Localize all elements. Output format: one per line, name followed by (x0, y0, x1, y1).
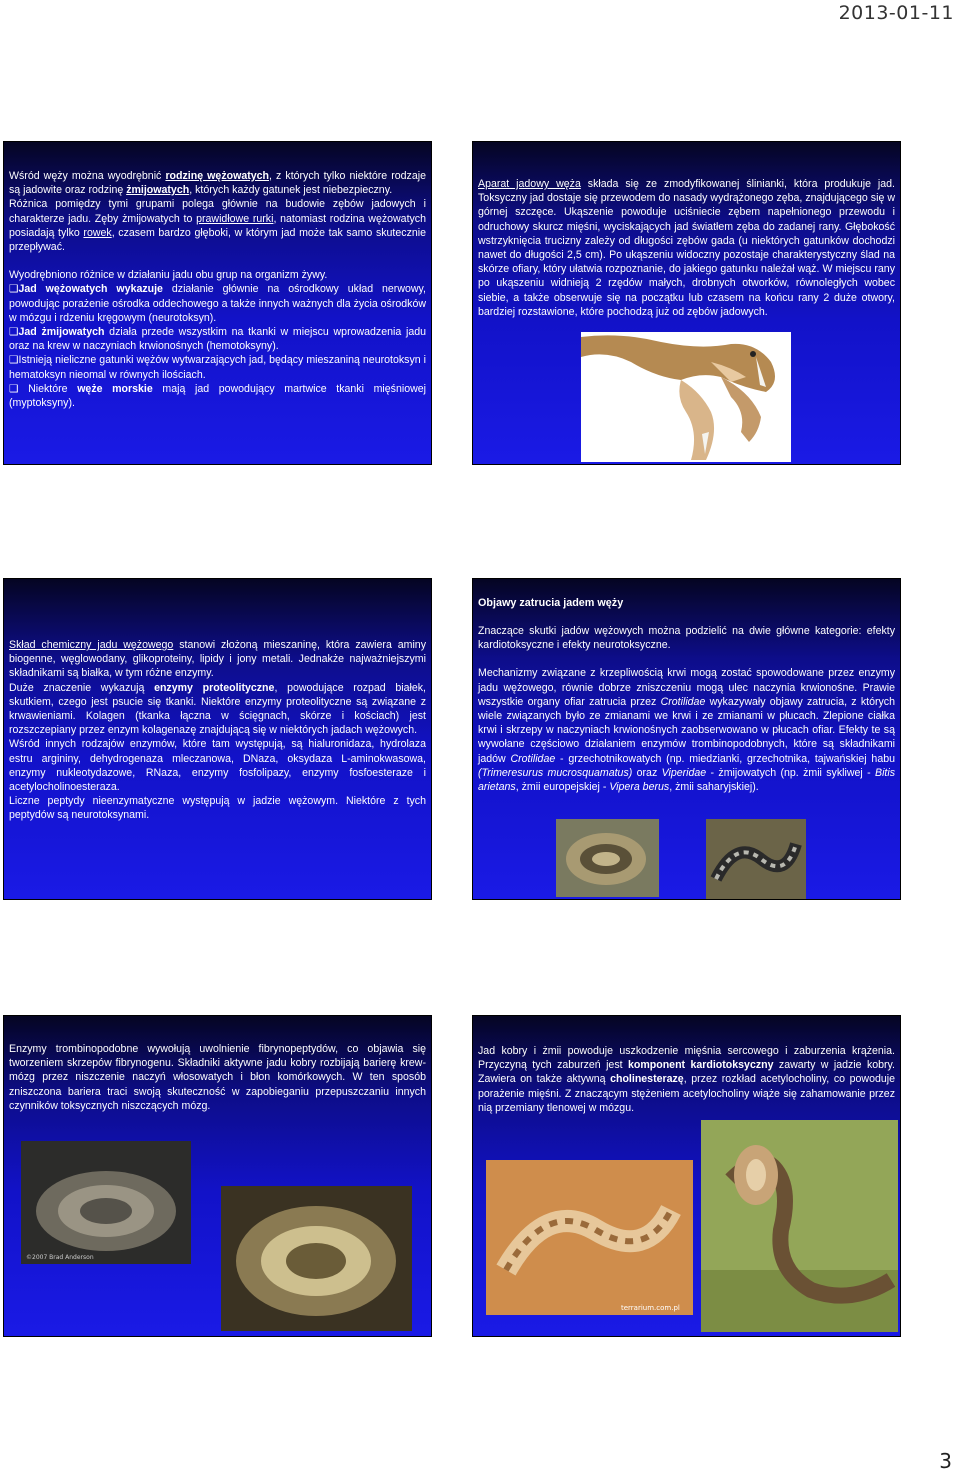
photo-watermark: terrarium.com.pl (621, 1304, 680, 1312)
text-run: Jad wężowatych wykazuje (18, 283, 163, 296)
rattlesnake-photo (556, 819, 659, 897)
text-run: , z których tylko niektóre rodzaje są jadowite oraz rodzinę (9, 170, 426, 197)
text-run: Istnieją nieliczne gatunki wężów wytwarzających jad, będący mieszaniną neurotoksyn i hematoksyn nieomal w równych ilościach. (9, 354, 426, 381)
text-run: - grzechotnikowatych (np. miedzianki, grzechotnika, tajwańskiej habu (555, 752, 895, 765)
slide-thrombin-enzymes (3, 1015, 432, 1337)
text-run: Crotilidae (660, 695, 706, 708)
snake-photo-drawing (706, 819, 806, 899)
photo-watermark: ©2007 Brad Anderson (26, 1254, 94, 1261)
snake-photo-drawing (486, 1160, 693, 1315)
text-run: rodzinę wężowatych (165, 170, 269, 182)
slide-text (9, 638, 426, 823)
snake-photo-drawing (556, 819, 659, 897)
text-run: , żmii saharyjskiej). (669, 781, 759, 794)
text-run: żmijowatych (126, 184, 190, 197)
snake-head-fangs-image (581, 332, 791, 462)
snake-photo-drawing (21, 1141, 191, 1264)
text-paragraph: Wśród innych rodzajów enzymów, które tam występują, są hialuronidaza, hydrolaza estru argininy, dehydrogenaza mleczanowa, DNaza, oksydaza L-aminokwasowa, enzymy nukleotydazowe, RNaza, enzymy fosfolipazy, enzymy fosfoesteraze i acetylocholinoesteraza. (9, 738, 426, 794)
text-run: mają jad powodujący martwice tkanki mięśniowej (myptoksyny). (9, 382, 426, 410)
slide-title: Objawy zatrucia jadem węży (478, 597, 624, 609)
slide-text (478, 624, 895, 794)
checkbox-bullet-icon: ❑ (9, 283, 19, 296)
text-run: Jad kobry i żmii powoduje uszkodzenie mięśnia sercowego i zaburzenia krążenia. Przyczyną tych zaburzeń jest (478, 1045, 895, 1072)
snake-photo-drawing (701, 1120, 898, 1332)
text-run: stanowi złożoną mieszaninę, która zawiera aminy biogenne, węglowodany, glikoproteiny, lipidy i jony metali. Jednakże najważniejszymi składnikami są białka, w tym różne enzymy. (9, 639, 426, 680)
slide-venomous-groups (3, 141, 432, 465)
text-run: Duże znaczenie wykazują (9, 681, 155, 694)
text-run: komponent kardiotoksyczny (627, 1059, 774, 1072)
text-run: , przez rozkład acetylocholiny, co powoduje porażenie mięśni. Z znaczącym stężeniem acetylocholiny wiąże się zahamowanie przez nią przemiany tlenowej w mózgu. (478, 1073, 895, 1114)
text-run: węże morskie (77, 382, 153, 395)
checkbox-bullet-icon: ❑ (9, 326, 19, 339)
text-run: Skład chemiczny jadu wężowego (9, 639, 174, 651)
cobra-photo (701, 1120, 898, 1332)
text-run: Aparat jadowy węża (478, 178, 581, 190)
slide-poisoning-symptoms (472, 578, 901, 900)
text-run: składa się ze zmodyfikowanej ślinianki, która produkuje jad. Toksyczny jad dostaje się przewodem do nasady wydrążonego zęba, znajdującego się w górnej szczęce. Ukąszenie powoduje uciśniecie zębem napełnionego przewodu i odruchowy skurcz mięśni, wyciskających jad światłem zęba do zadanej rany. Głębokość wstrzyknięcia trucizny zależy od długości zębów gada (u niektórych gatunków dochodzi nawet do długości 2,5 cm). Po ukąszeniu widoczny pozostaje charakterystyczny ślad na skórze ofiary, który ułatwia rozpoznanie, do jakiego gatunku należał wąż. W miejscu rany po ukąszeniu widnieją 2 rzędów małych, drobnych otworków, równoległych wobec siebie, a także obserwuje się na początku lub czasem na końcu rany 2 duże otwory, bardziej rozstawione, które pochodzą już od zębów jadowych. (478, 178, 895, 318)
text-run: , których każdy gatunek jest niebezpieczny. (189, 184, 393, 197)
slide-venom-composition (3, 578, 432, 900)
text-paragraph: Enzymy trombinopodobne wywołują uwolnienie fibrynopeptydów, co objawia się tworzeniem skrzepów fibrynogenu. Składniki aktywne jadu kobry rozbijają barierę krew-mózg przez niszczenie naczyń włosowatych i błon komórkowych. W ten sposób zniszczona bariera traci swoją skuteczność w zapobieganiu przepuszczaniu innych czynników toksycznych niszczących mózg. (9, 1043, 426, 1112)
text-paragraph: Znaczące skutki jadów wężowych można podzielić na dwie główne kategorie: efekty kardiotoksyczne i efekty neurotoksyczne. (478, 625, 895, 652)
viper-photo (706, 819, 806, 899)
text-run: prawidłowe rurki (196, 212, 274, 225)
text-run: Crotilidae (510, 752, 556, 765)
text-run: Różnica pomiędzy tymi grupami polega głównie na budowie zębów jadowych i charakterze jadu. Zęby żmijowatych to (9, 198, 426, 225)
coiled-rattlesnake-photo (21, 1141, 191, 1264)
text-run: - żmijowatych (np. żmii sykliwej - (706, 766, 875, 779)
text-run: Jad żmijowatych (18, 326, 105, 339)
text-run: (Trimeresurus mucrosquamatus) (478, 766, 633, 779)
diamondback-photo (221, 1186, 412, 1331)
page-number: 3 (939, 1449, 952, 1473)
checkbox-bullet-icon: ❑ (9, 354, 19, 367)
slide-cardiotoxic (472, 1015, 901, 1337)
snake-head-drawing (581, 332, 791, 462)
slide-text (9, 1042, 426, 1113)
text-run: cholinesterazę (610, 1073, 684, 1086)
text-run: Vipera berus (609, 781, 670, 794)
text-run: Bitis arietans (478, 766, 896, 794)
text-run: Wśród węży można wyodrębnić (9, 170, 166, 182)
text-run: rowek (83, 226, 112, 239)
text-paragraph: Wyodrębniono różnice w działaniu jadu obu grup na organizm żywy. (9, 269, 328, 282)
text-run: zawarty w jadzie kobry. Zawiera on także aktywną (478, 1059, 896, 1086)
text-run: Mechanizmy związane z krzepliwością krwi mogą zostać spowodowane przez enzymy jadu wężowego, równie dobrze zniszczeniu mogą ulec naczynia krwionośne. Prawie wszystkie organy ofiar zatrucia przez (478, 667, 895, 708)
sand-viper-photo (486, 1160, 693, 1315)
text-run: oraz (632, 766, 662, 779)
slide-text (478, 177, 895, 319)
slide-venom-apparatus (472, 141, 901, 465)
text-run: , żmii europejskiej - (515, 781, 610, 794)
text-run: działa przede wszystkim na tkanki w miejscu wprowadzenia jadu oraz na krew w naczyniach krwionośnych (hemotoksyny). (9, 326, 426, 353)
slide-text (478, 1044, 895, 1115)
text-run: , natomiast rodzina wężowatych posiadają tylko (9, 212, 426, 239)
text-paragraph: Liczne peptydy nieenzymatyczne występują w jadzie wężowym. Niektóre z tych peptydów są neurotoksynami. (9, 795, 426, 822)
text-run: Viperidae (661, 766, 707, 779)
text-run: Niektóre (18, 382, 78, 395)
header-date: 2013-01-11 (838, 2, 954, 24)
text-run: , powodujące rozpad białek, skutkiem, czego jest psucie się tkanki. Niektóre enzymy proteolityczne są związane z krwawieniami. Kolagen (tkanka łączna w ścięgnach, skórze i kościach) jest rozszczepiany przez enzym kolagenazę znajdującą się w niektórych jadach wężowych. (9, 681, 426, 737)
text-run: wykazywały objawy zatrucia, z których wiele związanych było ze zmianami we krwi i ze zmianami w płucach. Zlepione ciałka krwi i skrzepy w naczyniach krwionośnych zaobserwowano w płucach ofiar. Efekty te są wywołane częściowo działaniem enzymów trombinopodobnych, które są składnikami jadów (478, 695, 895, 765)
slide-text (9, 169, 426, 410)
text-run: enzymy proteolityczne (154, 681, 275, 694)
checkbox-bullet-icon: ❑ (9, 382, 19, 395)
text-run: , czasem bardzo głęboki, w którym jad może tak samo skutecznie przepływać. (9, 226, 426, 254)
text-run: działanie głównie na ośrodkowy układ nerwowy, powodując porażenie ośrodka oddechowego a także innych ważnych dla życia ośrodków w mózgu i rdzeniu kręgowym (neurotoksyn). (9, 283, 426, 324)
snake-photo-drawing (221, 1186, 412, 1331)
